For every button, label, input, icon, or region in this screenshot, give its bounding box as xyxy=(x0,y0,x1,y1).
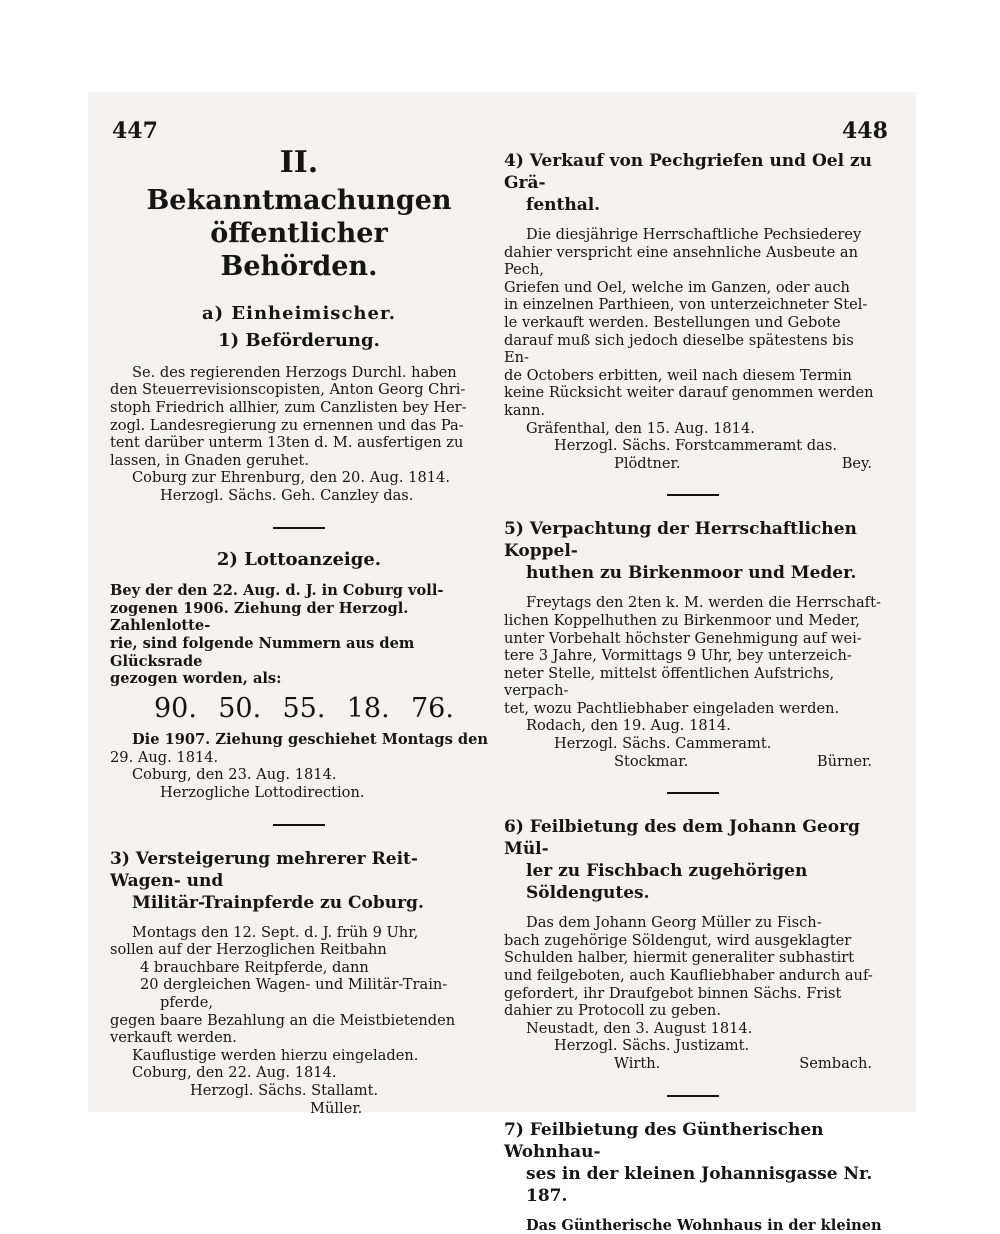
item7-heading-line: 7) Feilbietung des Güntherischen Wohnhau- xyxy=(504,1119,824,1162)
item5-heading xyxy=(504,518,882,584)
item4-name: Plödtner. xyxy=(614,454,681,472)
item3-body xyxy=(110,924,488,1118)
item4-line: darauf muß sich jedoch dieselbe spätestens bis En- xyxy=(504,331,854,367)
lottery-number: 76. xyxy=(411,692,454,724)
divider xyxy=(273,824,325,826)
subsection-heading: a) Einheimischer. xyxy=(201,302,397,324)
item2-line: gezogen worden, als: xyxy=(110,670,282,688)
section-number: II. xyxy=(279,145,319,180)
item5-line: unter Vorbehalt höchster Genehmigung auf wei- xyxy=(504,629,862,647)
item4-heading-line: 4) Verkauf von Pechgriefen und Oel zu Grä- xyxy=(504,151,872,193)
item4-heading-line: fenthal. xyxy=(526,195,601,215)
item6-line: gefordert, ihr Draufgebot binnen Sächs. Frist xyxy=(504,984,842,1002)
item1-line: lassen, in Gnaden geruhet. xyxy=(110,451,310,469)
divider xyxy=(667,494,719,496)
item7-heading-line: ses in der kleinen Johannisgasse Nr. 187. xyxy=(526,1163,873,1206)
divider xyxy=(273,527,325,529)
item1-place-date: Coburg zur Ehrenburg, den 20. Aug. 1814. xyxy=(132,469,450,487)
item4-line: in einzelnen Parthieen, von unterzeichneter Stel- xyxy=(504,296,868,314)
item2-body xyxy=(110,582,488,688)
item3-heading-line: 3) Versteigerung mehrerer Reit- Wagen- und xyxy=(110,848,418,891)
item3-name: Müller. xyxy=(310,1099,363,1117)
lottery-number: 55. xyxy=(282,692,326,724)
item4-line: keine Rücksicht weiter darauf genommen werden xyxy=(504,384,874,402)
item6-place-date: Neustadt, den 3. August 1814. xyxy=(526,1019,753,1037)
item4-heading xyxy=(504,150,882,216)
item2-line: zogenen 1906. Ziehung der Herzogl. Zahlenlotte- xyxy=(110,599,409,635)
item3-list-line: 20 dergleichen Wagen- und Militär-Train- xyxy=(140,976,448,994)
section-title-line-1: Bekanntmachungen öffentlicher xyxy=(146,184,452,249)
item1-line: tent darüber unterm 13ten d. M. ausfertigen zu xyxy=(110,434,464,452)
item5-name: Bürner. xyxy=(816,752,872,770)
item4-line: Die diesjährige Herrschaftliche Pechsiederey xyxy=(526,226,862,243)
item4-names xyxy=(504,455,882,473)
item1-line: stoph Friedrich allhier, zum Canzlisten bey Her- xyxy=(110,398,467,416)
item6-body xyxy=(504,914,882,1072)
item5-line: tere 3 Jahre, Vormittags 9 Uhr, bey unterzeich- xyxy=(504,647,852,665)
page-number-left: 447 xyxy=(112,118,158,144)
item3-line: sollen auf der Herzoglichen Reitbahn xyxy=(110,941,387,959)
lottery-number: 90. xyxy=(154,692,197,724)
item5-line: tet, wozu Pachtliebhaber eingeladen werden. xyxy=(504,699,840,717)
item3-signature: Herzogl. Sächs. Stallamt. xyxy=(190,1082,379,1099)
item7-line: Das Güntherische Wohnhaus in der kleinen xyxy=(526,1216,882,1234)
item4-line: kann. xyxy=(504,401,545,419)
item5-body xyxy=(504,594,882,770)
item4-line: le verkauft werden. Bestellungen und Gebote xyxy=(504,313,841,331)
item4-name: Bey. xyxy=(841,454,872,472)
item1-line: den Steuerrevisionscopisten, Anton Georg Chri- xyxy=(110,381,466,399)
item6-signature: Herzogl. Sächs. Justizamt. xyxy=(554,1037,750,1055)
item4-line: Griefen und Oel, welche im Ganzen, oder auch xyxy=(504,278,850,296)
item1-signature: Herzogl. Sächs. Geh. Canzley das. xyxy=(160,486,414,504)
item6-line: und feilgeboten, auch Kaufliebhaber andurch auf- xyxy=(504,967,873,985)
item5-signature: Herzogl. Sächs. Cammeramt. xyxy=(554,735,772,753)
item3-heading-line: Militär-Trainpferde zu Coburg. xyxy=(132,892,424,913)
section-title-line-2: Behörden. xyxy=(220,250,378,282)
item3-line: verkauft werden. xyxy=(110,1029,237,1047)
divider xyxy=(667,1095,719,1097)
item5-line: Freytags den 2ten k. M. werden die Herrschaft- xyxy=(526,594,881,612)
item3-place-date: Coburg, den 22. Aug. 1814. xyxy=(132,1064,337,1082)
item1-line: Se. des regierenden Herzogs Durchl. haben xyxy=(132,363,457,381)
item7-heading xyxy=(504,1119,882,1207)
right-column xyxy=(504,150,882,1234)
item1-line: zogl. Landesregierung zu ernennen und das Pa- xyxy=(110,416,464,434)
item1-heading: 1) Beförderung. xyxy=(218,330,380,352)
item2-next-draw: Die 1907. Ziehung geschiehet Montags den xyxy=(132,731,488,749)
lottery-number: 18. xyxy=(346,692,390,724)
left-column xyxy=(110,145,488,1117)
item6-name: Wirth. xyxy=(614,1055,661,1072)
item6-name: Sembach. xyxy=(799,1055,872,1072)
item5-place-date: Rodach, den 19. Aug. 1814. xyxy=(526,717,731,735)
lottery-number: 50. xyxy=(218,692,262,724)
item1-body xyxy=(110,364,488,505)
item5-line: neter Stelle, mittelst öffentlichen Aufstrichs, verpach- xyxy=(504,664,835,700)
item6-heading xyxy=(504,816,882,904)
item3-line: Montags den 12. Sept. d. J. früh 9 Uhr, xyxy=(132,923,419,941)
item6-heading-line: 6) Feilbietung des dem Johann Georg Mül- xyxy=(504,817,860,860)
item4-place-date: Gräfenthal, den 15. Aug. 1814. xyxy=(526,419,755,437)
item2-heading: 2) Lottoanzeige. xyxy=(216,548,382,570)
item2-next-date: 29. Aug. 1814. xyxy=(110,748,219,766)
item2-signature: Herzogliche Lottodirection. xyxy=(160,784,365,802)
item5-line: lichen Koppelhuthen zu Birkenmoor und Meder, xyxy=(504,611,860,629)
item4-body xyxy=(504,226,882,472)
item3-list-line: pferde, xyxy=(160,994,213,1012)
item3-heading xyxy=(110,848,488,914)
item6-heading-line: ler zu Fischbach zugehörigen Söldengutes. xyxy=(526,861,808,904)
item5-heading-line: 5) Verpachtung der Herrschaftlichen Koppel- xyxy=(504,519,857,562)
item5-heading-line: huthen zu Birkenmoor und Meder. xyxy=(526,563,857,584)
lottery-numbers xyxy=(110,688,488,732)
item4-line: dahier verspricht eine ansehnliche Ausbeute an Pech, xyxy=(504,243,858,279)
item5-name: Stockmar. xyxy=(614,752,689,770)
item6-line: dahier zu Protocoll zu geben. xyxy=(504,1002,721,1020)
item6-names xyxy=(504,1055,882,1073)
divider xyxy=(667,792,719,794)
item6-line: Schulden halber, hiermit generaliter subhastirt xyxy=(504,949,855,967)
item3-line: Kauflustige werden hierzu eingeladen. xyxy=(132,1046,419,1064)
item2-place-date: Coburg, den 23. Aug. 1814. xyxy=(132,766,337,784)
item2-line: rie, sind folgende Nummern aus dem Glücksrade xyxy=(110,634,415,670)
item3-list-line: 4 brauchbare Reitpferde, dann xyxy=(140,958,369,976)
item6-line: bach zugehörige Söldengut, wird ausgeklagter xyxy=(504,931,852,949)
item4-line: de Octobers erbitten, weil nach diesem Termin xyxy=(504,366,852,384)
item3-line: gegen baare Bezahlung an die Meistbietenden xyxy=(110,1011,456,1029)
item4-signature: Herzogl. Sächs. Forstcammeramt das. xyxy=(554,437,837,455)
item2-line: Bey der den 22. Aug. d. J. in Coburg voll- xyxy=(110,582,444,600)
page-number-right: 448 xyxy=(842,118,888,144)
item5-names xyxy=(504,753,882,771)
item6-line: Das dem Johann Georg Müller zu Fisch- xyxy=(526,914,822,932)
